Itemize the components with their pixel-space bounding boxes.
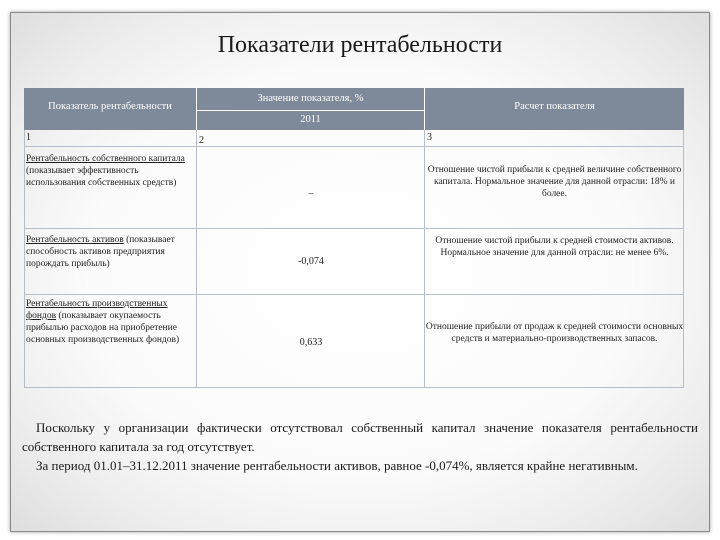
value-cell: -0,074 [298, 256, 324, 267]
row-divider [24, 146, 684, 147]
column-number: 3 [427, 132, 432, 143]
row-divider [24, 294, 684, 295]
indicator-note: (показывает эффективность использования собственных средств) [26, 166, 177, 188]
calculation-cell: Отношение чистой прибыли к средней стоимости активов. Нормальное значение для данной отрасли: не менее 6%. [435, 236, 674, 258]
page-title: Показатели рентабельности [217, 32, 503, 58]
indicator-note: (показывает способность активов предприятия порождать прибыль) [26, 235, 175, 269]
indicator-note: (показывает окупаемость прибылью расходов на приобретение основных производственных фондов) [26, 311, 180, 345]
column-number: 1 [26, 132, 31, 143]
table-border [24, 130, 25, 388]
header-calculation: Расчет показателя [425, 88, 684, 130]
paragraph: За период 01.01–31.12.2011 значение рентабельности активов, равное -0,074%, является крайне негативным. [36, 458, 638, 473]
value-cell: 0,633 [299, 337, 323, 348]
header-year: 2011 [197, 111, 424, 130]
conclusion-text [22, 418, 698, 475]
table-border [24, 387, 684, 388]
indicator-link[interactable]: Рентабельность производственных фондов [26, 299, 168, 321]
column-numbers-row [24, 130, 684, 146]
column-number: 2 [199, 135, 204, 146]
paragraph: Поскольку у организации фактически отсутствовал собственный капитал значение показателя рентабельности собственного капитала за год отсутствует. [22, 420, 698, 454]
calculation-cell: Отношение прибыли от продаж к средней стоимости основных средств и материально-производственных запасов. [425, 322, 684, 344]
column-divider [196, 130, 197, 388]
indicator-link[interactable]: Рентабельность собственного капитала [26, 154, 185, 164]
value-cell: – [308, 188, 314, 199]
row-divider [24, 228, 684, 229]
header-value: Значение показателя, % [197, 88, 424, 110]
header-indicator: Показатель рентабельности [24, 88, 196, 130]
indicator-cell [26, 153, 194, 189]
calculation-cell: Отношение чистой прибыли к средней величине собственного капитала. Нормальное значение для данной отрасли: 18% и более. [427, 165, 682, 199]
indicator-link[interactable]: Рентабельность активов [26, 235, 124, 245]
indicator-cell [26, 298, 194, 346]
indicator-cell [26, 234, 194, 270]
profitability-table [24, 88, 684, 388]
